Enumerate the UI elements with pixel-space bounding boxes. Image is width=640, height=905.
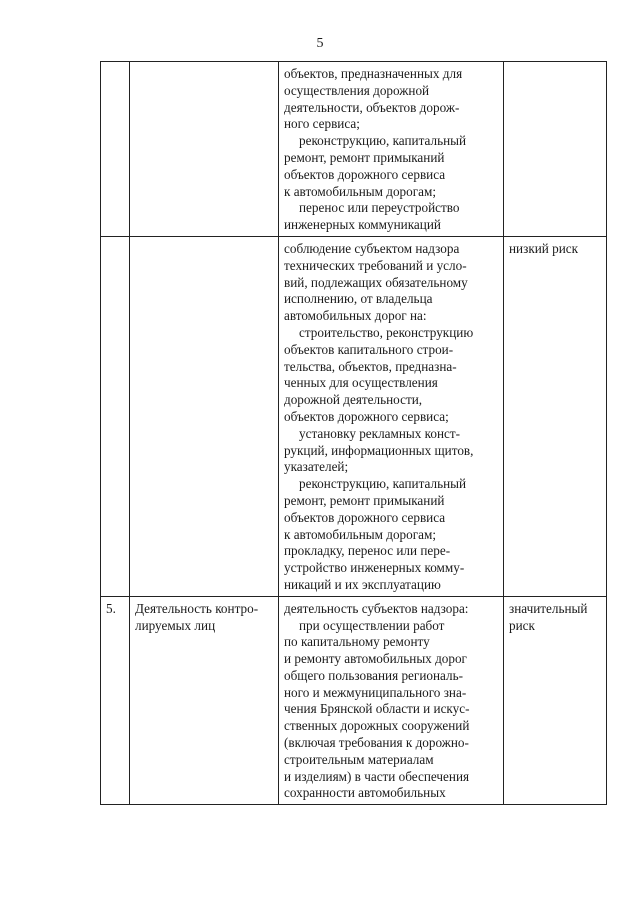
risk-cell — [504, 236, 607, 596]
row-number-cell — [101, 596, 130, 805]
requirement-line: строительство, реконструкцию — [299, 324, 474, 340]
requirement-line: ченных для осуществления — [284, 375, 438, 391]
requirement-line: к автомобильным дорогам; — [284, 183, 437, 199]
table-row — [101, 596, 607, 805]
requirement-line: (включая требования к дорожно- — [284, 735, 469, 751]
requirement-line: ственных дорожных сооружений — [284, 718, 470, 734]
requirement-line: перенос или переустройство — [299, 200, 460, 216]
requirement-line: объектов дорожного сервиса; — [284, 408, 449, 424]
requirement-line: никаций и их эксплуатацию — [284, 576, 441, 592]
requirement-line: рукций, информационных щитов, — [284, 442, 474, 458]
requirement-line: дорожной деятельности, — [284, 392, 423, 408]
requirement-line: технических требований и усло- — [284, 257, 467, 273]
table-row — [101, 236, 607, 596]
requirement-line: объектов, предназначенных для — [284, 66, 463, 81]
requirement-line: объектов капитального строи- — [284, 341, 454, 357]
requirement-line: инженерных коммуникаций — [284, 217, 441, 233]
row-number-cell — [101, 236, 130, 596]
requirement-line: установку рекламных конст- — [299, 425, 461, 441]
requirement-line: устройство инженерных комму- — [284, 560, 465, 576]
requirement-line: прокладку, перенос или пере- — [284, 543, 451, 559]
activity-cell — [130, 236, 279, 596]
requirement-line: указателей; — [284, 459, 349, 475]
activity-line: лируемых лиц — [135, 617, 216, 633]
activity-cell — [130, 62, 279, 237]
activity-line: Деятельность контро- — [135, 600, 259, 616]
requirement-line: и ремонту автомобильных дорог — [284, 651, 467, 667]
risk-line: значительный — [509, 600, 588, 616]
requirement-line: деятельность субъектов надзора: — [284, 600, 469, 616]
requirement-line: ного и межмуниципального зна- — [284, 684, 467, 700]
risk-line: низкий риск — [509, 240, 579, 256]
risk-cell — [504, 596, 607, 805]
table-row — [101, 62, 607, 237]
requirement-line: чения Брянской области и искус- — [284, 701, 470, 717]
requirements-cell — [279, 62, 504, 237]
requirement-line: автомобильных дорог на: — [284, 308, 427, 324]
requirement-line: к автомобильным дорогам; — [284, 526, 437, 542]
page-number: 5 — [316, 36, 324, 51]
activity-cell — [130, 596, 279, 805]
requirement-line: тельства, объектов, предназна- — [284, 358, 457, 374]
requirement-line: ного сервиса; — [284, 116, 360, 132]
requirements-cell — [279, 236, 504, 596]
row-number: 5. — [106, 600, 116, 616]
requirement-line: соблюдение субъектом надзора — [284, 240, 460, 256]
requirement-line: общего пользования региональ- — [284, 667, 463, 683]
requirement-line: объектов дорожного сервиса — [284, 166, 446, 182]
requirement-line: сохранности автомобильных — [284, 785, 446, 801]
requirement-line: ремонт, ремонт примыканий — [284, 149, 445, 165]
requirement-line: при осуществлении работ — [299, 617, 445, 633]
requirement-line: вий, подлежащих обязательному — [284, 274, 468, 290]
requirement-line: реконструкцию, капитальный — [299, 133, 467, 149]
requirement-line: ремонт, ремонт примыканий — [284, 492, 445, 508]
row-number-cell — [101, 62, 130, 237]
risk-line: риск — [509, 617, 535, 633]
requirement-line: исполнению, от владельца — [284, 291, 433, 307]
requirement-line: по капитальному ремонту — [284, 634, 430, 650]
requirement-line: осуществления дорожной — [284, 82, 430, 98]
requirement-line: деятельности, объектов дорож- — [284, 99, 460, 115]
risk-cell — [504, 62, 607, 237]
requirement-line: и изделиям) в части обеспечения — [284, 768, 470, 784]
requirements-cell — [279, 596, 504, 805]
regulation-table — [100, 61, 607, 805]
requirement-line: строительным материалам — [284, 751, 434, 767]
requirement-line: реконструкцию, капитальный — [299, 476, 467, 492]
requirement-line: объектов дорожного сервиса — [284, 509, 446, 525]
